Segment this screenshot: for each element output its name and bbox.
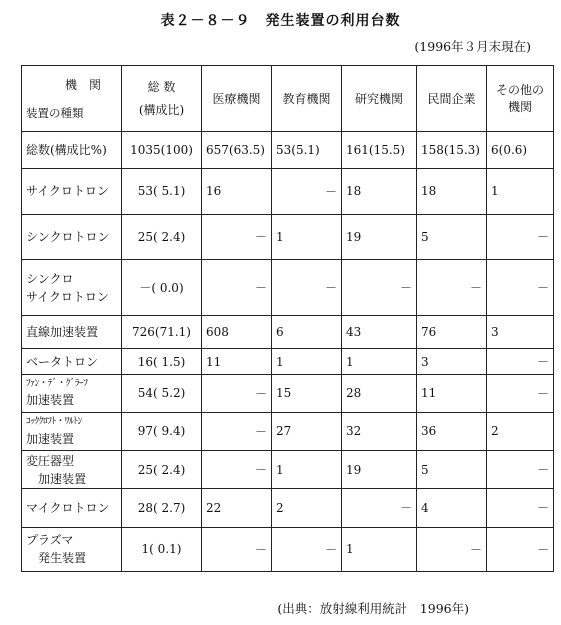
col-header-medical: 医療機関 xyxy=(202,66,272,132)
row-value-cell: 43 xyxy=(342,316,417,349)
table-body xyxy=(22,132,554,572)
row-label-line1: マイクロトロン xyxy=(26,500,110,515)
row-value-cell: － xyxy=(202,214,272,259)
total-header-cell xyxy=(122,66,202,132)
row-total-cell: 54( 5.2) xyxy=(122,374,202,412)
row-value-cell: 1 xyxy=(272,451,342,489)
row-value-cell: 2 xyxy=(272,489,342,527)
row-value-cell: － xyxy=(202,374,272,412)
row-label-line2: 加速装置 xyxy=(26,393,75,408)
row-label-line1: シンクロ xyxy=(26,271,74,286)
total-header-line1: 総 数 xyxy=(147,79,176,94)
row-value-cell: 15 xyxy=(272,374,342,412)
table-row xyxy=(22,316,554,349)
corner-top-label: 機関 xyxy=(64,78,113,92)
table-row xyxy=(22,214,554,259)
table-row xyxy=(22,451,554,489)
row-total-cell: 53( 5.1) xyxy=(122,169,202,214)
row-total-cell: 16( 1.5) xyxy=(122,349,202,374)
row-value-cell: － xyxy=(487,349,554,374)
row-total-cell: 25( 2.4) xyxy=(122,451,202,489)
row-label-line1: プラズマ xyxy=(26,533,74,548)
row-value-cell: － xyxy=(487,374,554,412)
row-value-cell: 27 xyxy=(272,412,342,450)
table-title: 表２－８－９ 発生装置の利用台数 xyxy=(160,13,401,29)
col-header-education: 教育機関 xyxy=(272,66,342,132)
row-value-cell: 1 xyxy=(487,169,554,214)
row-value-cell: 19 xyxy=(342,451,417,489)
row-label-line1: ｺｯｸｸﾛﾌﾄ・ﾜﾙﾄﾝ xyxy=(26,416,82,428)
row-value-cell: 53(5.1) xyxy=(272,132,342,169)
source-note: (出典：放射線利用統計 1996年) xyxy=(277,601,469,616)
col-header-research: 研究機関 xyxy=(342,66,417,132)
col-header-other xyxy=(487,66,554,132)
row-label-cell xyxy=(22,316,122,349)
row-value-cell: 5 xyxy=(417,451,487,489)
row-value-cell: 608 xyxy=(202,316,272,349)
row-value-cell: 32 xyxy=(342,412,417,450)
col-header-private: 民間企業 xyxy=(417,66,487,132)
row-value-cell: 22 xyxy=(202,489,272,527)
row-value-cell: － xyxy=(202,527,272,571)
row-label-line2: 加速装置 xyxy=(38,471,87,486)
row-label-line1: 直線加速装置 xyxy=(26,325,99,340)
row-label-line1: 変圧器型 xyxy=(26,453,75,468)
row-value-cell: 4 xyxy=(417,489,487,527)
row-value-cell: 11 xyxy=(202,349,272,374)
row-value-cell: 6(0.6) xyxy=(487,132,554,169)
row-value-cell: － xyxy=(487,259,554,315)
table-row xyxy=(22,527,554,571)
table-row xyxy=(22,169,554,214)
row-value-cell: 36 xyxy=(417,412,487,450)
row-value-cell: － xyxy=(487,451,554,489)
row-value-cell: － xyxy=(417,527,487,571)
row-total-cell: 97( 9.4) xyxy=(122,412,202,450)
corner-bottom-label: 装置の種類 xyxy=(26,106,84,120)
row-value-cell: 18 xyxy=(342,169,417,214)
row-value-cell: － xyxy=(342,489,417,527)
row-label-cell xyxy=(22,214,122,259)
row-total-cell: －( 0.0) xyxy=(122,259,202,315)
row-value-cell: 11 xyxy=(417,374,487,412)
row-total-cell: 1035(100) xyxy=(122,132,202,169)
row-value-cell: 28 xyxy=(342,374,417,412)
row-label-line1: ﾌｧﾝ・ﾃﾞ・ｸﾞﾗｰﾌ xyxy=(26,378,88,390)
table-row xyxy=(22,489,554,527)
row-label-cell xyxy=(22,489,122,527)
usage-table xyxy=(21,65,554,572)
corner-header-cell xyxy=(22,66,122,132)
row-label-cell xyxy=(22,169,122,214)
row-label-line2: 加速装置 xyxy=(26,431,75,446)
row-label-line2: サイクロトロン xyxy=(26,289,109,304)
table-row xyxy=(22,374,554,412)
row-label-cell xyxy=(22,451,122,489)
row-label-line1: ベータトロン xyxy=(26,354,99,369)
table-row xyxy=(22,132,554,169)
row-value-cell: 1 xyxy=(342,349,417,374)
row-value-cell: 1 xyxy=(342,527,417,571)
row-total-cell: 726(71.1) xyxy=(122,316,202,349)
row-value-cell: 5 xyxy=(417,214,487,259)
table-row xyxy=(22,259,554,315)
row-value-cell: 2 xyxy=(487,412,554,450)
row-value-cell: － xyxy=(487,527,554,571)
row-value-cell: 19 xyxy=(342,214,417,259)
row-value-cell: － xyxy=(202,259,272,315)
row-value-cell: 18 xyxy=(417,169,487,214)
total-header-line2: (構成比) xyxy=(138,102,185,117)
row-value-cell: 3 xyxy=(417,349,487,374)
row-value-cell: － xyxy=(272,259,342,315)
row-label-cell xyxy=(22,132,122,169)
row-label-line1: 総数(構成比%) xyxy=(26,143,107,158)
row-value-cell: 657(63.5) xyxy=(202,132,272,169)
row-value-cell: 3 xyxy=(487,316,554,349)
row-label-line2: 発生装置 xyxy=(38,551,87,566)
row-value-cell: － xyxy=(202,412,272,450)
row-value-cell: － xyxy=(202,451,272,489)
row-value-cell: 1 xyxy=(272,349,342,374)
row-value-cell: 1 xyxy=(272,214,342,259)
header-row xyxy=(22,66,554,132)
row-label-cell xyxy=(22,412,122,450)
row-label-cell xyxy=(22,259,122,315)
row-total-cell: 28( 2.7) xyxy=(122,489,202,527)
row-value-cell: － xyxy=(487,489,554,527)
row-value-cell: － xyxy=(272,527,342,571)
row-label-cell xyxy=(22,527,122,571)
row-value-cell: 161(15.5) xyxy=(342,132,417,169)
row-value-cell: － xyxy=(487,214,554,259)
row-value-cell: 158(15.3) xyxy=(417,132,487,169)
table-row xyxy=(22,412,554,450)
row-value-cell: － xyxy=(272,169,342,214)
col-header-other-label: その他の機関 xyxy=(495,82,544,114)
row-total-cell: 25( 2.4) xyxy=(122,214,202,259)
row-value-cell: 76 xyxy=(417,316,487,349)
row-label-cell xyxy=(22,374,122,412)
row-value-cell: － xyxy=(342,259,417,315)
row-label-cell xyxy=(22,349,122,374)
row-total-cell: 1( 0.1) xyxy=(122,527,202,571)
table-row xyxy=(22,349,554,374)
row-label-line1: サイクロトロン xyxy=(26,184,109,199)
row-value-cell: 6 xyxy=(272,316,342,349)
date-note: (1996年３月末現在) xyxy=(414,39,531,54)
row-label-line1: シンクロトロン xyxy=(26,229,110,244)
row-value-cell: 16 xyxy=(202,169,272,214)
row-value-cell: － xyxy=(417,259,487,315)
